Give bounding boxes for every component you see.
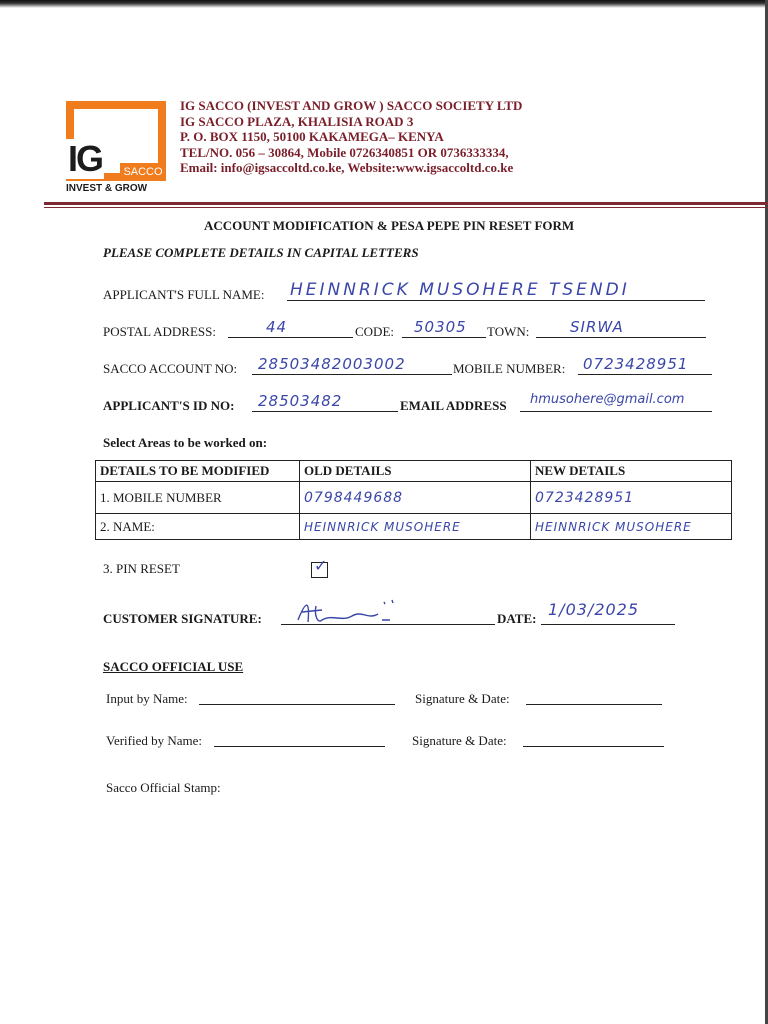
logo-tagline: INVEST & GROW	[66, 183, 148, 194]
table-row	[96, 482, 732, 514]
modification-table	[95, 460, 732, 540]
account-number-line	[252, 374, 452, 375]
town-line	[536, 337, 706, 338]
org-email: Email: info@igsaccoltd.co.ke, Website:www.igsaccoltd.co.ke	[180, 160, 514, 175]
official-stamp-label: Sacco Official Stamp:	[106, 780, 221, 795]
row-mobile-old[interactable]: 0798449688	[300, 482, 531, 514]
date-label: DATE:	[497, 611, 537, 626]
form-title: ACCOUNT MODIFICATION & PESA PEPE PIN RESET FORM	[204, 218, 575, 233]
pin-reset-label: 3. PIN RESET	[103, 561, 180, 576]
full-name-label: APPLICANT'S FULL NAME:	[103, 287, 265, 302]
code-field[interactable]: 50305	[414, 318, 467, 336]
verified-by-label: Verified by Name:	[106, 733, 203, 748]
official-use-heading: SACCO OFFICIAL USE	[103, 659, 244, 674]
logo-letters: IG	[68, 138, 103, 179]
row-name-old[interactable]: HEINNRICK MUSOHERE	[300, 514, 531, 540]
checkmark-icon: ✓	[314, 556, 328, 575]
mobile-number-line	[578, 374, 712, 375]
ig-sacco-logo	[66, 101, 166, 193]
verified-signature-line[interactable]	[523, 746, 664, 747]
town-label: TOWN:	[487, 324, 530, 339]
id-number-line	[252, 411, 398, 412]
signature-scribble	[292, 594, 412, 630]
table-header-row	[96, 461, 732, 482]
logo-badge: SACCO	[120, 163, 166, 181]
id-number-field[interactable]: 28503482	[258, 392, 343, 410]
full-name-line	[287, 300, 705, 301]
column-header-new: NEW DETAILS	[531, 461, 732, 482]
mobile-number-label: MOBILE NUMBER:	[453, 361, 566, 376]
row-name-label: 2. NAME:	[96, 514, 300, 540]
email-line	[520, 411, 712, 412]
code-line	[402, 337, 486, 338]
org-name: IG SACCO (INVEST AND GROW ) SACCO SOCIETY LTD	[180, 98, 523, 113]
scan-edge-top	[0, 0, 768, 8]
row-name-new[interactable]: HEINNRICK MUSOHERE	[531, 514, 732, 540]
table-row	[96, 514, 732, 540]
header-divider-thin	[44, 207, 768, 208]
form-instruction: PLEASE COMPLETE DETAILS IN CAPITAL LETTERS	[103, 245, 419, 260]
org-phone: TEL/NO. 056 – 30864, Mobile 0726340851 OR 0736333334,	[180, 144, 509, 160]
date-line	[541, 624, 675, 625]
mobile-number-field[interactable]: 0723428951	[583, 355, 689, 373]
organization-details	[180, 98, 522, 176]
postal-address-field[interactable]: 44	[266, 318, 288, 336]
email-field[interactable]: hmusohere@gmail.com	[530, 392, 685, 407]
id-number-label: APPLICANT'S ID NO:	[103, 398, 235, 413]
header-divider	[44, 202, 768, 205]
row-mobile-label: 1. MOBILE NUMBER	[96, 482, 300, 514]
verified-signature-label: Signature & Date:	[412, 733, 507, 748]
postal-address-line	[228, 337, 353, 338]
full-name-field[interactable]: HEINNRICK MUSOHERE TSENDI	[290, 280, 630, 300]
date-field[interactable]: 1/03/2025	[548, 600, 640, 619]
row-mobile-new[interactable]: 0723428951	[531, 482, 732, 514]
org-address: IG SACCO PLAZA, KHALISIA ROAD 3	[180, 113, 414, 129]
areas-label: Select Areas to be worked on:	[103, 435, 268, 450]
email-label: EMAIL ADDRESS	[400, 398, 507, 413]
input-signature-label: Signature & Date:	[415, 691, 510, 706]
column-header-old: OLD DETAILS	[300, 461, 531, 482]
input-by-line[interactable]	[199, 704, 395, 705]
code-label: CODE:	[355, 324, 394, 339]
org-box: P. O. BOX 1150, 50100 KAKAMEGA– KENYA	[180, 129, 444, 144]
column-header-details: DETAILS TO BE MODIFIED	[96, 461, 300, 482]
postal-address-label: POSTAL ADDRESS:	[103, 324, 216, 339]
customer-signature-label: CUSTOMER SIGNATURE:	[103, 611, 262, 626]
verified-by-line[interactable]	[214, 746, 385, 747]
account-number-field[interactable]: 28503482003002	[258, 355, 406, 373]
account-number-label: SACCO ACCOUNT NO:	[103, 361, 238, 376]
input-by-label: Input by Name:	[106, 691, 188, 706]
input-signature-line[interactable]	[526, 704, 662, 705]
town-field[interactable]: SIRWA	[570, 318, 624, 336]
